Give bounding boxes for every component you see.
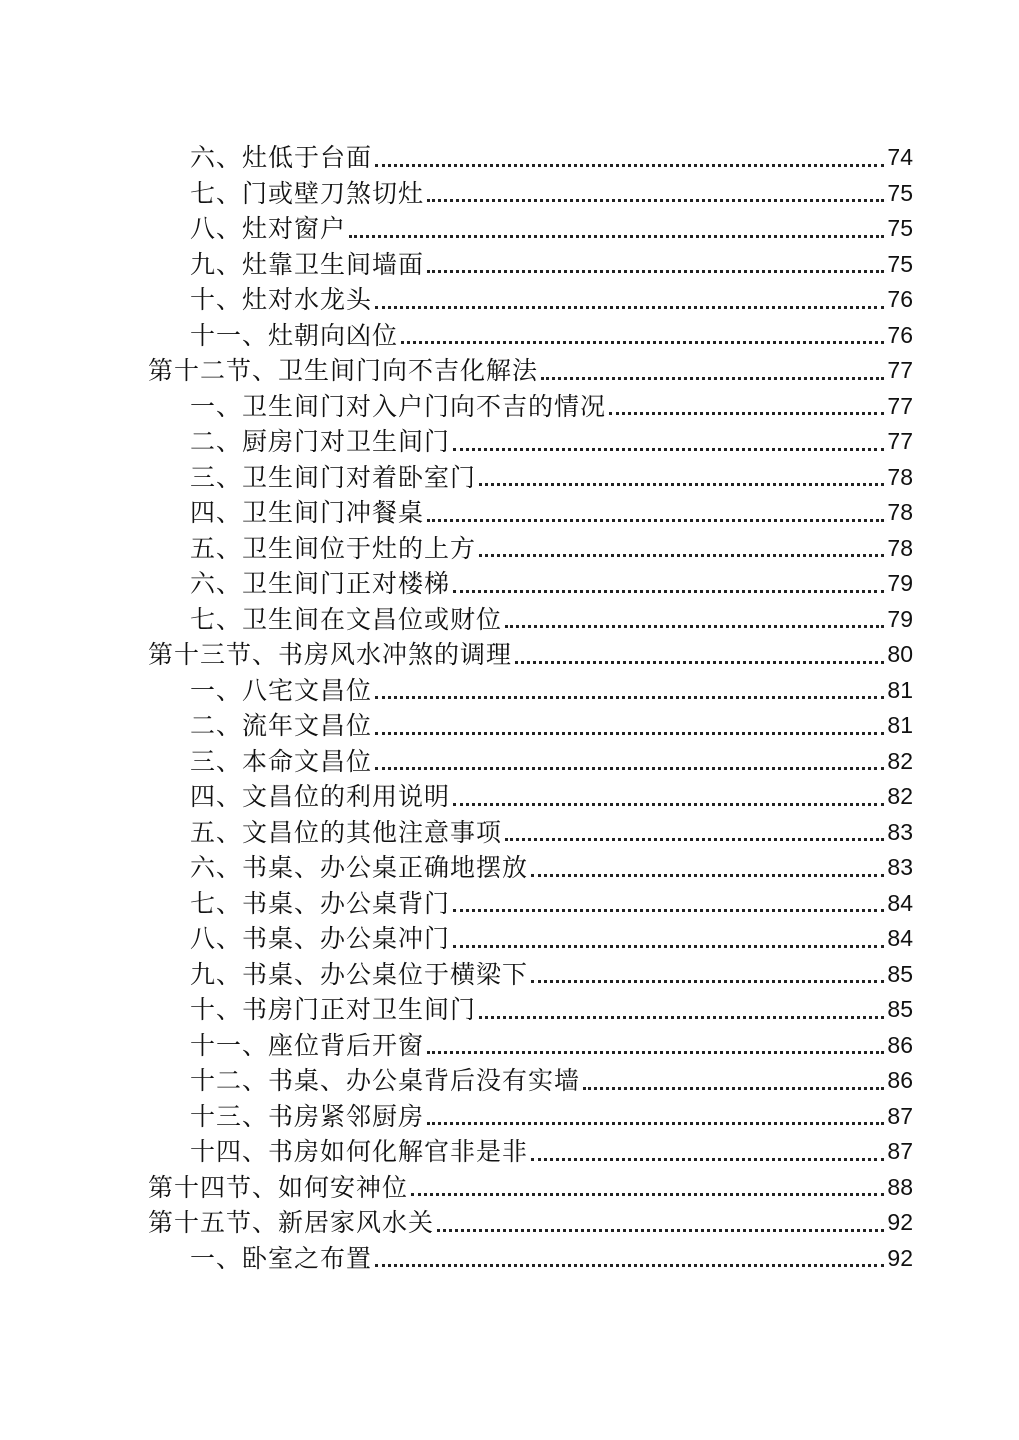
dot-leader (479, 1016, 884, 1019)
toc-subsection-entry[interactable] (148, 282, 913, 318)
toc-entry-page-number: 75 (887, 179, 913, 206)
toc-entry-title: 九、书桌、办公桌位于横梁下 (190, 959, 529, 989)
toc-entry-page-number: 87 (887, 1102, 913, 1129)
toc-entry-title: 一、八宅文昌位 (190, 675, 373, 705)
toc-subsection-entry[interactable] (148, 566, 913, 602)
dot-leader (375, 732, 884, 735)
dot-leader (453, 909, 884, 912)
toc-entry-title: 五、文昌位的其他注意事项 (190, 817, 503, 847)
toc-subsection-entry[interactable] (148, 389, 913, 425)
dot-leader (427, 519, 884, 522)
toc-entry-title: 二、厨房门对卫生间门 (190, 427, 451, 456)
toc-entry-title: 八、书桌、办公桌冲门 (190, 924, 451, 953)
dot-leader (453, 448, 884, 451)
toc-entry-title: 八、灶对窗户 (190, 214, 347, 243)
toc-entry-page-number: 79 (887, 570, 913, 596)
dot-leader (427, 1051, 884, 1054)
toc-subsection-entry[interactable] (148, 495, 913, 531)
toc-entry-title: 六、卫生间门正对楼梯 (190, 569, 451, 598)
toc-entry-title: 第十五节、新居家风水关 (148, 1208, 435, 1237)
toc-subsection-entry[interactable] (148, 673, 913, 709)
dot-leader (609, 412, 884, 415)
dot-leader (375, 696, 884, 699)
toc-entry-title: 四、文昌位的利用说明 (190, 782, 451, 811)
toc-subsection-entry[interactable] (148, 1063, 913, 1099)
toc-subsection-entry[interactable] (148, 708, 913, 744)
toc-subsection-entry[interactable] (148, 460, 913, 496)
toc-entry-page-number: 76 (887, 286, 913, 312)
dot-leader (375, 164, 884, 167)
toc-subsection-entry[interactable] (148, 176, 913, 212)
toc-subsection-entry[interactable] (148, 318, 913, 354)
dot-leader (531, 874, 884, 877)
dot-leader (427, 1122, 884, 1125)
toc-subsection-entry[interactable] (148, 424, 913, 460)
dot-leader (453, 945, 884, 948)
toc-entry-page-number: 78 (887, 463, 913, 490)
toc-subsection-entry[interactable] (148, 211, 913, 247)
toc-entry-title: 七、门或壁刀煞切灶 (190, 178, 425, 208)
toc-subsection-entry[interactable] (148, 921, 913, 957)
toc-subsection-entry[interactable] (148, 886, 913, 922)
toc-section-entry[interactable] (148, 1170, 913, 1206)
toc-entry-page-number: 83 (887, 818, 913, 845)
toc-entry-title: 一、卫生间门对入户门向不吉的情况 (190, 391, 607, 421)
toc-subsection-entry[interactable] (148, 744, 913, 780)
toc-subsection-entry[interactable] (148, 957, 913, 993)
toc-entry-page-number: 75 (887, 215, 913, 241)
toc-entry-title: 第十四节、如何安神位 (148, 1172, 409, 1202)
toc-entry-title: 十三、书房紧邻厨房 (190, 1101, 425, 1131)
toc-section-entry[interactable] (148, 1205, 913, 1241)
toc-subsection-entry[interactable] (148, 531, 913, 567)
dot-leader (531, 1158, 884, 1161)
toc-entry-title: 七、书桌、办公桌背门 (190, 888, 451, 918)
toc-entry-title: 五、卫生间位于灶的上方 (190, 533, 477, 563)
toc-entry-title: 十、书房门正对卫生间门 (190, 995, 477, 1024)
dot-leader (583, 1087, 884, 1090)
toc-subsection-entry[interactable] (148, 1099, 913, 1135)
toc-entry-title: 六、灶低于台面 (190, 143, 373, 172)
toc-entry-page-number: 78 (887, 534, 913, 561)
toc-entry-title: 七、卫生间在文昌位或财位 (190, 604, 503, 634)
toc-subsection-entry[interactable] (148, 1028, 913, 1064)
toc-section-entry[interactable] (148, 637, 913, 673)
dot-leader (427, 270, 884, 273)
toc-subsection-entry[interactable] (148, 815, 913, 851)
toc-subsection-entry[interactable] (148, 779, 913, 815)
toc-entry-page-number: 88 (887, 1173, 913, 1200)
dot-leader (479, 554, 884, 557)
dot-leader (479, 483, 884, 486)
dot-leader (375, 1264, 884, 1267)
toc-entry-page-number: 92 (887, 1244, 913, 1271)
dot-leader (375, 306, 884, 309)
dot-leader (453, 590, 884, 593)
toc-subsection-entry[interactable] (148, 602, 913, 638)
toc-subsection-entry[interactable] (148, 992, 913, 1028)
toc-entry-page-number: 79 (887, 605, 913, 632)
toc-entry-page-number: 77 (887, 428, 913, 454)
toc-entry-title: 二、流年文昌位 (190, 711, 373, 740)
toc-entry-page-number: 75 (887, 250, 913, 277)
dot-leader (541, 377, 884, 380)
toc-entry-page-number: 82 (887, 783, 913, 809)
dot-leader (427, 199, 884, 202)
toc-section-entry[interactable] (148, 353, 913, 389)
toc-entry-title: 四、卫生间门冲餐桌 (190, 498, 425, 527)
toc-entry-page-number: 83 (887, 854, 913, 880)
toc-subsection-entry[interactable] (148, 140, 913, 176)
toc-entry-page-number: 84 (887, 925, 913, 951)
toc-subsection-entry[interactable] (148, 1134, 913, 1170)
toc-entry-title: 十一、灶朝向凶位 (190, 320, 399, 350)
toc-entry-page-number: 92 (887, 1209, 913, 1235)
toc-entry-title: 三、本命文昌位 (190, 746, 373, 776)
dot-leader (411, 1193, 884, 1196)
toc-subsection-entry[interactable] (148, 247, 913, 283)
toc-entry-title: 十四、书房如何化解官非是非 (190, 1137, 529, 1166)
toc-entry-title: 九、灶靠卫生间墙面 (190, 249, 425, 279)
toc-entry-page-number: 86 (887, 1031, 913, 1058)
toc-entry-page-number: 82 (887, 747, 913, 774)
toc-entry-page-number: 87 (887, 1138, 913, 1164)
toc-subsection-entry[interactable] (148, 850, 913, 886)
dot-leader (505, 838, 884, 841)
toc-subsection-entry[interactable] (148, 1241, 913, 1277)
toc-entry-title: 第十三节、书房风水冲煞的调理 (148, 640, 513, 669)
dot-leader (505, 625, 884, 628)
toc-entry-title: 十一、座位背后开窗 (190, 1030, 425, 1060)
dot-leader (531, 980, 884, 983)
toc-entry-page-number: 86 (887, 1067, 913, 1093)
toc-entry-title: 六、书桌、办公桌正确地摆放 (190, 853, 529, 882)
toc-entry-page-number: 81 (887, 676, 913, 703)
toc-entry-title: 十、灶对水龙头 (190, 285, 373, 314)
toc-entry-page-number: 84 (887, 889, 913, 916)
toc-entry-page-number: 85 (887, 996, 913, 1022)
toc-entry-page-number: 77 (887, 392, 913, 419)
dot-leader (349, 235, 884, 238)
dot-leader (437, 1229, 884, 1232)
dot-leader (515, 661, 884, 664)
toc-entry-page-number: 85 (887, 960, 913, 987)
toc-entry-page-number: 81 (887, 712, 913, 738)
toc-entry-title: 三、卫生间门对着卧室门 (190, 462, 477, 492)
toc-entry-page-number: 80 (887, 641, 913, 667)
toc-entry-page-number: 76 (887, 321, 913, 348)
table-of-contents (148, 140, 913, 1276)
toc-entry-page-number: 77 (887, 357, 913, 383)
dot-leader (401, 341, 884, 344)
toc-entry-title: 第十二节、卫生间门向不吉化解法 (148, 356, 539, 385)
toc-entry-title: 十二、书桌、办公桌背后没有实墙 (190, 1066, 581, 1095)
dot-leader (453, 803, 884, 806)
toc-entry-page-number: 78 (887, 499, 913, 525)
toc-entry-title: 一、卧室之布置 (190, 1243, 373, 1273)
toc-entry-page-number: 74 (887, 144, 913, 170)
dot-leader (375, 767, 884, 770)
